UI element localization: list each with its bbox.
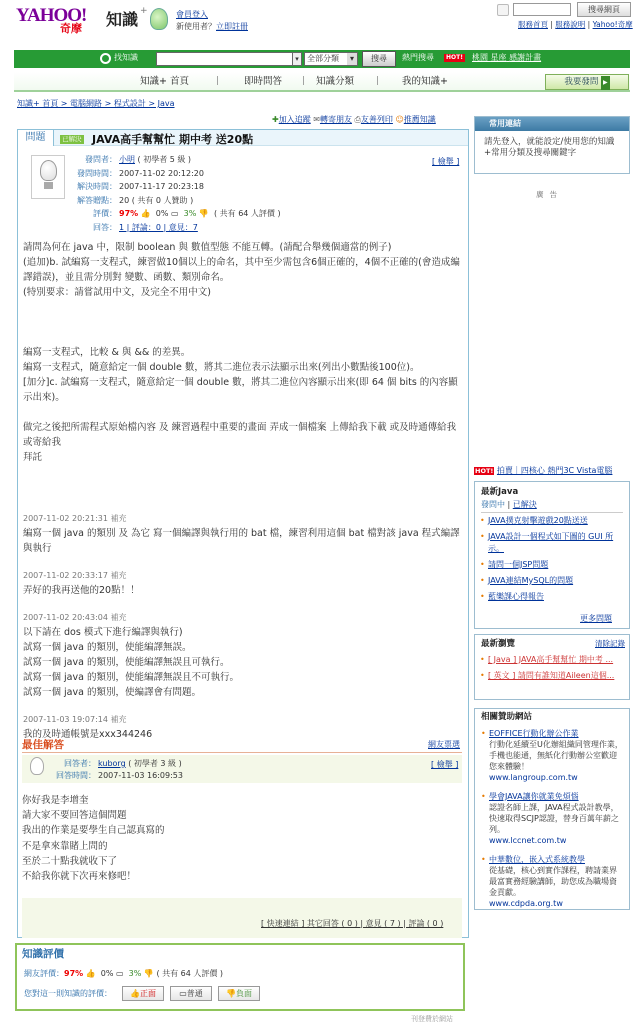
knowledge-search-bar [14, 50, 630, 68]
more-questions-link[interactable]: 更多問題 [580, 614, 612, 623]
list-item[interactable]: • 藍樂課心得報告 [475, 589, 629, 605]
net-rating-label: 網友評價： [24, 969, 64, 978]
search-logo-icon [497, 4, 509, 16]
thumb-down-icon: 👎 [226, 989, 236, 998]
solved-badge: 已解決 [62, 135, 82, 143]
print-icon: ⎙ [354, 115, 361, 124]
asked-time-label: 發問時間： [77, 168, 117, 178]
ask-question-button[interactable]: 我要發問 ▶ [545, 74, 629, 90]
question-line: 編寫一支程式，比較 & 與 && 的差異。 [23, 347, 191, 358]
nav-home[interactable]: 知識+ 首頁 [140, 76, 189, 87]
hot-link-1[interactable]: 桃園 [472, 53, 488, 62]
history-dropdown-icon[interactable]: ▾ [292, 52, 302, 66]
common-links-panel [474, 116, 630, 174]
hot-promo [474, 466, 612, 476]
tab-solved[interactable]: 已解決 [512, 499, 537, 509]
product-plus: + [140, 6, 148, 16]
report-link[interactable]: [ 檢舉 ] [432, 157, 460, 166]
rating-good: 97% [119, 209, 139, 218]
sponsor-link[interactable]: • 學會JAVA讓你就業免煩惱 [489, 791, 579, 801]
help-link[interactable]: 服務說明 [555, 20, 586, 29]
sponsor-url[interactable]: www.langroup.com.tw [489, 772, 578, 782]
web-search [497, 3, 633, 17]
net-rating-good: 97% [64, 969, 84, 978]
new-user-label: 新使用者？ [176, 22, 216, 31]
hot-link-3[interactable]: 感謝計畫 [509, 53, 542, 62]
question-line: 請問為何在 java 中，限制 boolean 與 數值型態 不能互轉。(請配合舉幾個適當的例子) [23, 242, 392, 253]
logo-text: YAHOO! [16, 5, 87, 26]
sponsor-panel [474, 708, 630, 910]
divider [22, 752, 462, 753]
neutral-icon: ▭ [116, 969, 124, 978]
hot-badge: HOT! [475, 467, 494, 475]
category-select[interactable]: 全部分類 ▾ [304, 52, 358, 66]
answer-time: 2007-11-03 16:09:53 [98, 771, 183, 780]
follow-link[interactable]: 加入追蹤 [278, 115, 311, 124]
question-line: [加分]c. 試編寫一支程式，隨意給定一個 double 數，將其二進位內容顯示出來(即 64 個 bits 的內容顯示出來)。 [23, 377, 458, 403]
points-value: 20 ( 共有 0 人贊助 ) [119, 195, 194, 205]
arrow-right-icon: ▶ [601, 76, 610, 90]
answer-footer-bar [22, 898, 462, 938]
answer-report-link[interactable]: [ 檢舉 ] [431, 760, 459, 769]
sponsor-item [475, 789, 629, 848]
plus-icon: ✚ [272, 115, 279, 124]
thumb-down-icon: 👎 [143, 969, 154, 978]
chevron-down-icon: ▾ [347, 53, 357, 65]
list-item[interactable]: • [ 英文 ] 請問有誰知道Aileen這個... [475, 668, 629, 684]
question-line [23, 315, 463, 330]
vote-negative-button[interactable]: 👎負面 [218, 986, 260, 1001]
recent-title: 最新瀏覽 [481, 639, 516, 649]
sponsor-link[interactable]: • EOFFICE行動化辦公作業 [489, 728, 579, 738]
magnifier-icon [100, 53, 111, 64]
addition-time: 2007-11-02 20:21:31 補充 [23, 514, 127, 523]
product-name: 知識 [106, 10, 139, 29]
service-home-link[interactable]: 服務首頁 [518, 20, 548, 29]
rating-title: 知識評價 [22, 948, 64, 960]
thumb-down-icon: 👎 [198, 209, 209, 218]
lightbulb-avatar-icon [40, 160, 57, 181]
reply-label: 回答： [93, 222, 117, 232]
latest-java-panel [474, 481, 630, 629]
addition-text: 編寫一個 java 的類別 及 為它 寫一個編譯與執行用的 bat 檔，練習利用這個 bat 檔對該 java 程式編譯與執行 [23, 528, 460, 554]
web-search-button[interactable]: 搜尋網頁 [577, 2, 631, 17]
forward-link[interactable]: 轉寄朋友 [319, 115, 352, 124]
vote-neutral-button[interactable]: ▭普通 [170, 986, 212, 1001]
sponsor-url[interactable]: www.lccnet.com.tw [489, 835, 567, 845]
hot-link-2[interactable]: 星座 [490, 53, 507, 62]
asker-label: 發問者： [85, 155, 117, 164]
question-meta [73, 153, 281, 234]
answerer-rank: ( 初學者 3 級 ) [128, 759, 182, 768]
question-line: (追加)b. 試編寫一支程式，練習做10個以上的命名，其中至少需包含6個正確的，4個不正確的(會造成編譯錯誤)，並且需分別對 變數、函數、類別命名。 [23, 257, 460, 283]
print-link[interactable]: 友善列印 [360, 115, 393, 124]
net-rating-total: ( 共有 64 人評價 ) [156, 969, 224, 978]
latest-tabs: 發問中 | 已解決 [481, 500, 623, 513]
list-item[interactable]: • [ Java ] JAVA高手幫幫忙 期中考 ... [475, 652, 629, 668]
sponsor-title: 相關贊助網站 [481, 712, 533, 722]
tool-links [272, 115, 436, 125]
search-label: 找知識 [114, 53, 138, 62]
search-input[interactable] [156, 52, 298, 66]
sponsor-item [475, 726, 629, 785]
mail-icon: ✉ [313, 115, 320, 124]
yahoo-logo[interactable] [16, 6, 106, 34]
nav-realtime[interactable]: 即時問答 [244, 76, 283, 87]
tab-asking[interactable]: 發問中 [481, 499, 505, 509]
web-search-input[interactable] [513, 3, 571, 16]
solved-time: 2007-11-17 20:23:18 [119, 182, 204, 191]
your-rating-label: 您對這一則知識的評價： [24, 989, 112, 998]
asked-time: 2007-11-02 20:12:20 [119, 168, 204, 178]
asker-avatar [31, 155, 65, 199]
common-links-text: 請先登入，就能設定/使用您的知識+常用分類及搜尋關鍵字 [484, 137, 615, 158]
vote-positive-button[interactable]: 👍正面 [122, 986, 164, 1001]
sponsor-desc: 從基礎，核心到實作課程，聘請業界最富實務經驗講師，助您成為職場資金貢獻。 [489, 865, 617, 897]
common-links-title: 常用連結 [475, 117, 629, 131]
answer-info [52, 758, 183, 782]
net-rating [24, 969, 223, 979]
hot-search-links [472, 53, 541, 63]
net-vote-link[interactable]: 網友票選 [428, 740, 460, 749]
latest-title: 最新Java [481, 487, 519, 497]
list-item[interactable]: • JAVA設計一個程式如下圖的 GUI 所示。 [475, 529, 629, 557]
rating-bad: 3% [183, 209, 197, 218]
points-label: 解答贈點： [77, 195, 117, 205]
register-link[interactable]: 立即註冊 [216, 22, 248, 31]
addition-time: 2007-11-03 19:07:14 補充 [23, 715, 127, 724]
addition-text: 我的及時通帳號是xxx344246 [23, 729, 153, 740]
main-nav [14, 72, 630, 92]
breadcrumb[interactable]: 知識+ 首頁 > 電腦網路 > 程式設計 > Java [17, 99, 175, 108]
question-line: 拜託 [23, 452, 43, 463]
question-body [23, 240, 463, 742]
recommend-icon: ☺ [395, 115, 404, 124]
hot-promo-link[interactable]: 拍賣｜四核心 熱門3C Vista電腦 [496, 466, 613, 475]
thumb-up-icon: 👍 [140, 209, 151, 218]
sponsor-desc: 行動化延續至U化辦組織同管理作業，手機也能通，無紙化行動辦公室歡迎您來體驗！ [489, 739, 623, 771]
nav-categories[interactable]: 知識分類 [316, 76, 355, 87]
neutral-icon: ▭ [171, 209, 179, 218]
answer-body: 你好我是李增奎 請大家不要回答這個問題 我出的作業是要學生自己認真寫的 不是拿來靠賭上問的 至於二十點我就收下了 不給我你就下次再來修吧！ [22, 795, 165, 883]
footer-note: 刊登費於網站 [411, 1015, 453, 1023]
answer-time-label: 回答時間： [56, 771, 96, 780]
best-answer-label: 最佳解答 [22, 739, 64, 751]
thumb-up-icon: 👍 [130, 989, 140, 998]
reply-stats[interactable]: 1 | 評論：0 | 意見：7 [119, 222, 198, 232]
question-line: (特別要求：請嘗試用中文，及完全不用中文) [23, 287, 211, 298]
question-title: JAVA高手幫幫忙 期中考 送20點 [92, 133, 254, 146]
neutral-icon: ▭ [179, 989, 187, 998]
answerer-name[interactable]: kuborg [98, 759, 126, 768]
addition-time: 2007-11-02 20:43:04 補充 [23, 613, 127, 622]
addition-text: 以下請在 dos 模式下進行編譯與執行) 試寫一個 java 的類別，使能編譯無誤。 試寫一個 java 的類別，使能編譯無誤且可執行。 試寫一個 java 的類別，使能編譯無誤且不可執行。 試寫一個 java 的類別，使編譯會有問題。 [23, 627, 239, 698]
top-links: 服務首頁 | 服務說明 | Yahoo!奇摩 [518, 20, 633, 29]
question-line: 編寫一支程式，隨意給定一個 double 數，將其二進位表示法顯示出來(列出小數點後100位)。 [23, 362, 420, 373]
member-area [176, 9, 248, 33]
addition-text: 弄好的我再送他的20點！！ [23, 585, 140, 596]
question-line: 做完之後把所需程式原始檔內容 及 練習過程中重要的畫面 弄成一個檔案 上傳給我下載 或及時通傳給我 或寄給我 [23, 422, 460, 448]
sponsor-url[interactable]: www.cdpda.org.tw [489, 898, 563, 908]
nav-separator: | [302, 76, 306, 86]
hot-search-label: 熱門搜尋 [402, 53, 434, 62]
clear-history-link[interactable]: 清除記錄 [595, 639, 625, 648]
rating-label: 評價： [93, 209, 117, 218]
sponsor-link[interactable]: • 中華數位，嵌入式系統教學 [489, 854, 585, 864]
recommend-link[interactable]: 推薦知識 [403, 115, 436, 124]
net-rating-bad: 3% [128, 969, 142, 978]
question-tab: 問題 [18, 130, 54, 146]
asker-rank: ( 初學者 5 級 ) [137, 155, 192, 164]
nav-separator: | [216, 76, 220, 86]
hot-badge: HOT! [446, 54, 463, 61]
answer-footer-links[interactable]: [ 快速連結 ] 其它回答 ( 0 ) | 意見 ( 7 ) | 評論 ( 0 ) [261, 919, 444, 928]
list-item[interactable]: • JAVA撲克射擊遊戲20點送送 [475, 513, 629, 529]
question-line [23, 405, 463, 420]
answerer-label: 回答者： [64, 759, 96, 768]
yahoo-home-link[interactable]: Yahoo!奇摩 [592, 20, 633, 29]
solved-time-label: 解決時間： [77, 182, 117, 191]
nav-my-knowledge[interactable]: 我的知識+ [402, 76, 448, 87]
addition-time: 2007-11-02 20:33:17 補充 [23, 571, 127, 580]
question-line [23, 300, 463, 315]
answerer-avatar-icon [30, 757, 44, 775]
logo-sub: 奇摩 [60, 23, 82, 35]
rating-total: ( 共有 64 人評價 ) [213, 209, 281, 218]
sponsor-item [475, 852, 629, 911]
lightbulb-icon [150, 8, 168, 30]
list-item[interactable]: • 請問一個JSP問題 [475, 557, 629, 573]
ad-label: 廣告 [536, 190, 563, 199]
sponsor-desc: 認證名師上課，JAVA程式設計教學，快速取得SCJP認證，替身百萬年薪之列。 [489, 802, 619, 834]
member-login-link[interactable]: 會員登入 [176, 10, 208, 19]
bulb-base [44, 182, 53, 189]
question-line [23, 330, 463, 345]
net-rating-mid: 0% [100, 969, 114, 978]
nav-separator: | [376, 76, 380, 86]
search-button[interactable]: 搜尋 [362, 51, 396, 67]
asker-name[interactable]: 小明 [119, 155, 135, 164]
thumb-up-icon: 👍 [85, 969, 96, 978]
list-item[interactable]: • JAVA連結MySQL的問題 [475, 573, 629, 589]
rating-mid: 0% [155, 209, 169, 218]
